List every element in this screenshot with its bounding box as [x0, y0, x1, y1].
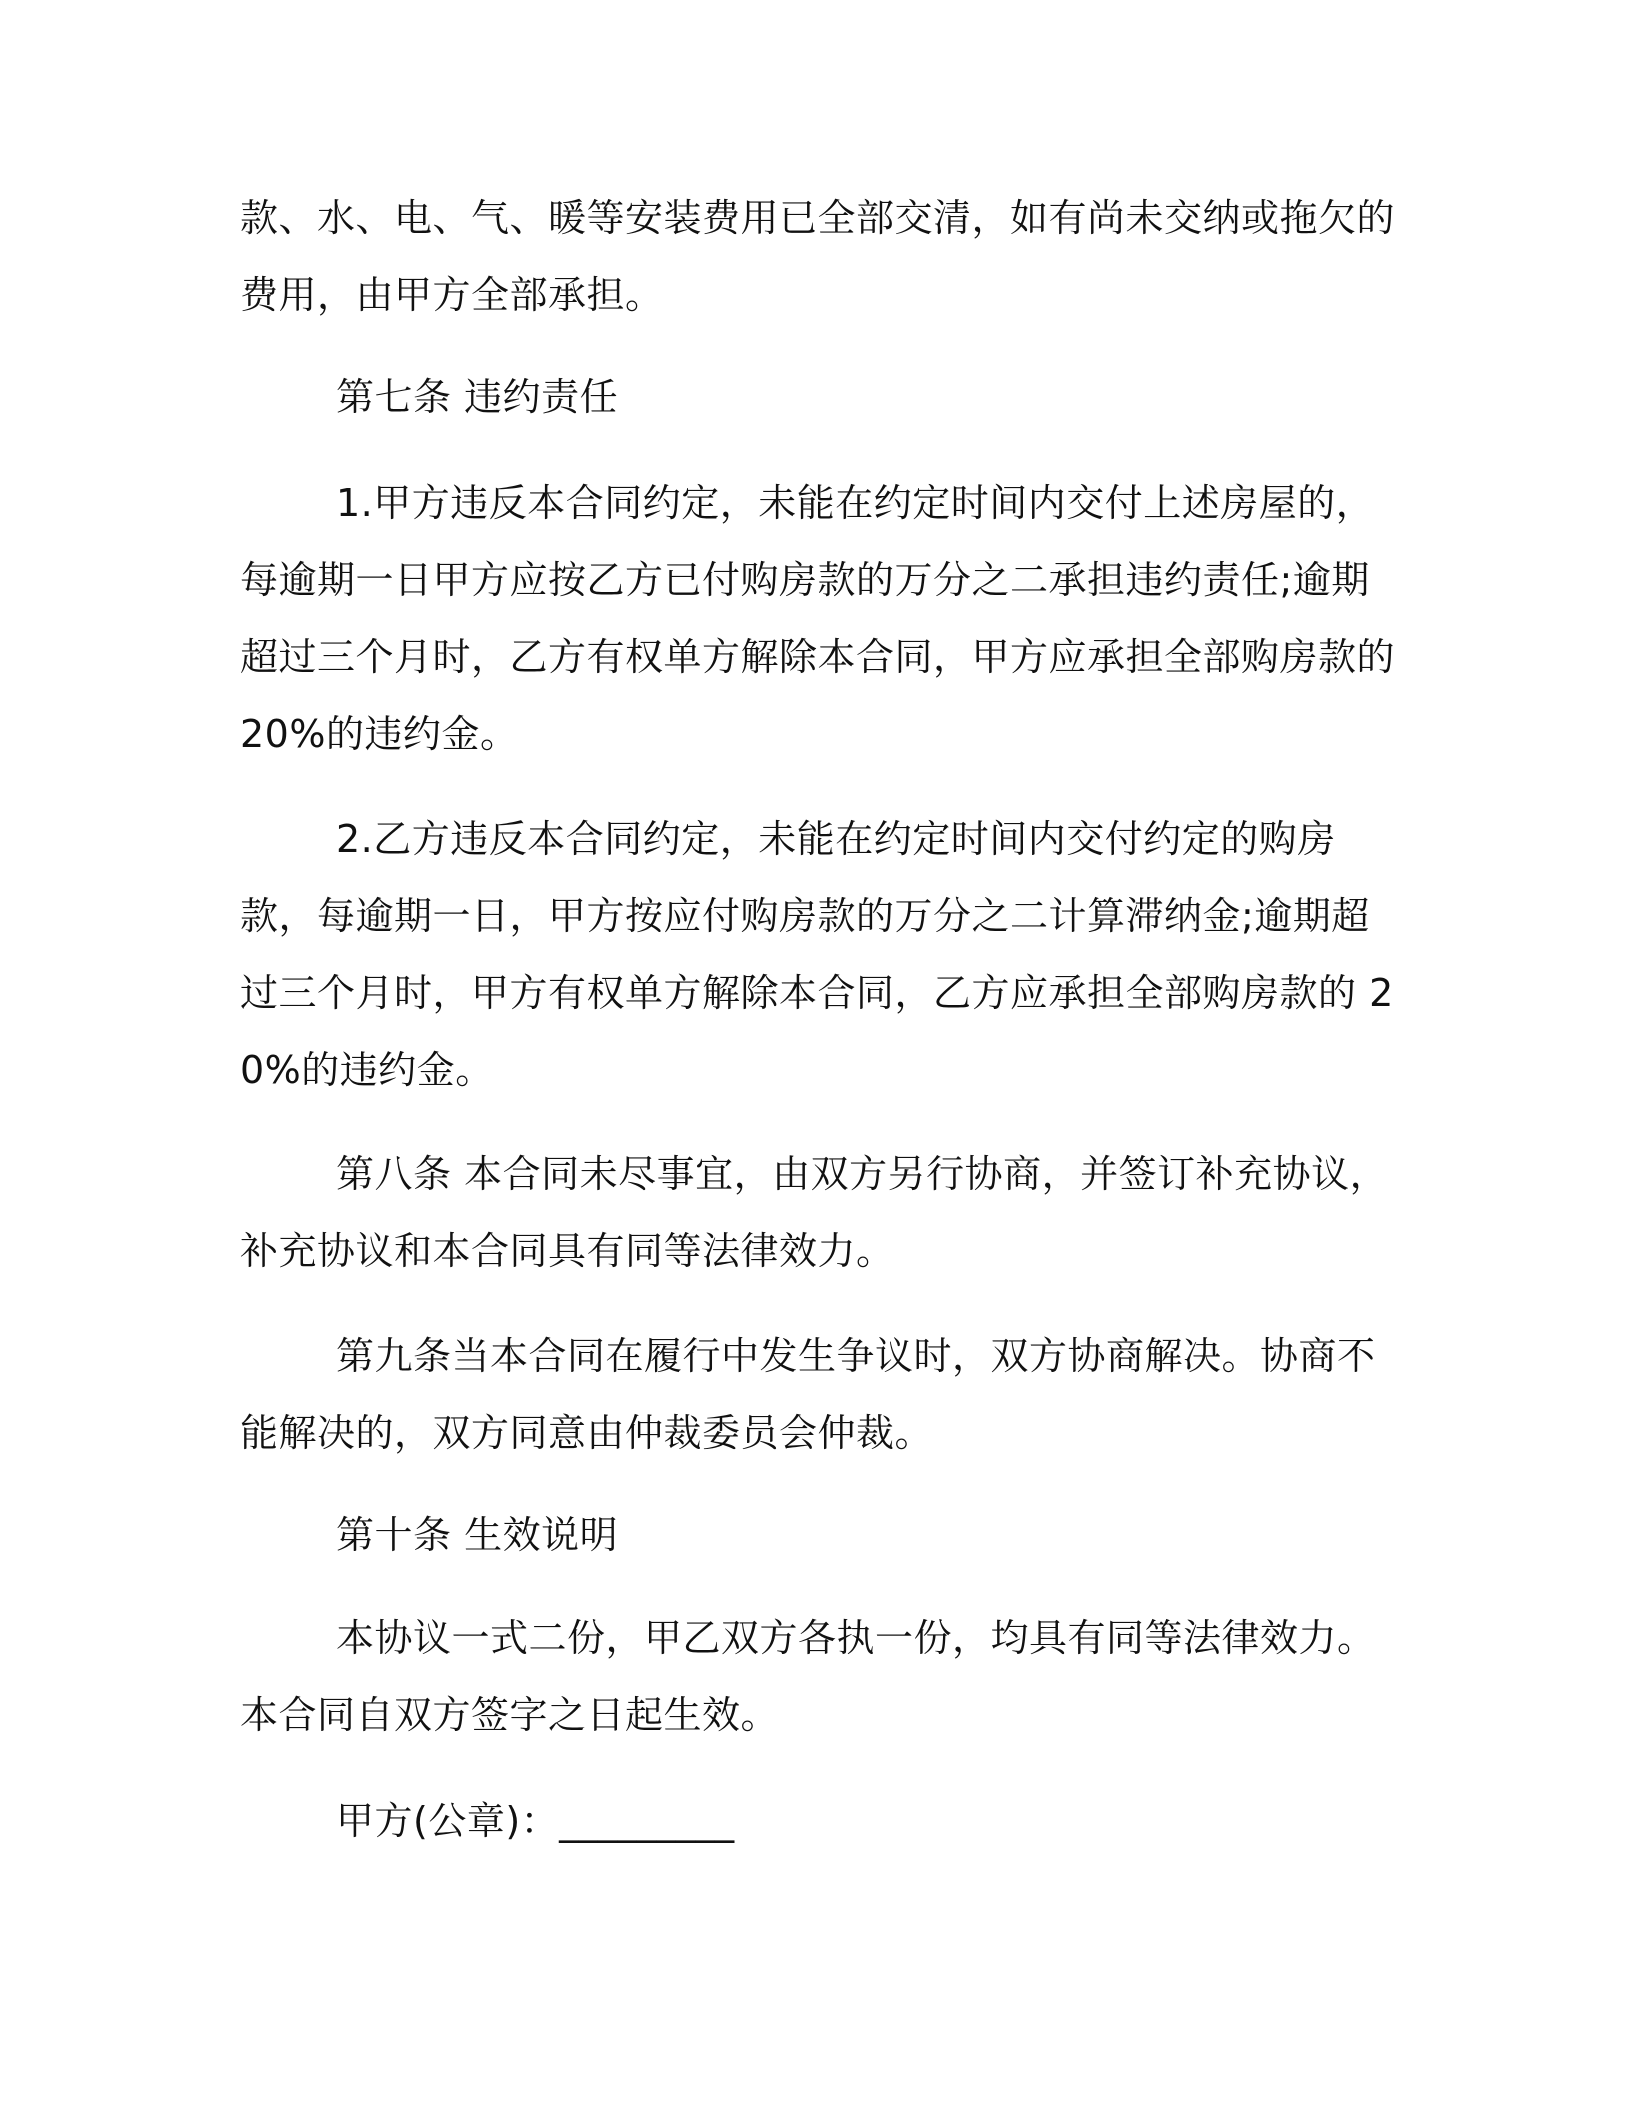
- article-10-body: 本协议一式二份，甲乙双方各执一份，均具有同等法律效力。 本合同自双方签字之日起生效。: [240, 1616, 1376, 1737]
- article-10-title: 第十条 生效说明: [336, 1513, 619, 1557]
- paragraph-continuation: 款、水、电、气、暖等安装费用已全部交清，如有尚未交纳或拖欠的费用，由甲方全部承担。: [240, 196, 1396, 317]
- party-a-signature-line: 甲方(公章)：_________: [336, 1799, 735, 1843]
- article-7-title: 第七条 违约责任: [336, 375, 619, 419]
- article-7-item-1: 1.甲方违反本合同约定，未能在约定时间内交付上述房屋的，每逾期一日甲方应按乙方已付购房款的万分之二承担违约责任;逾期超过三个月时，乙方有权单方解除本合同，甲方应承担全部购房款的 20%的违约金。: [240, 481, 1396, 756]
- article-9: 第九条当本合同在履行中发生争议时，双方协商解决。协商不能解决的，双方同意由仲裁委员会仲裁。: [240, 1334, 1376, 1455]
- article-8: 第八条 本合同未尽事宜，由双方另行协商，并签订补充协议，补充协议和本合同具有同等法律效力。: [240, 1152, 1389, 1273]
- article-7-item-2: 2.乙方违反本合同约定，未能在约定时间内交付约定的购房款，每逾期一日，甲方按应付购房款的万分之二计算滞纳金;逾期超过三个月时，甲方有权单方解除本合同，乙方应承担全部购房款的 20%的违约金。: [240, 817, 1394, 1092]
